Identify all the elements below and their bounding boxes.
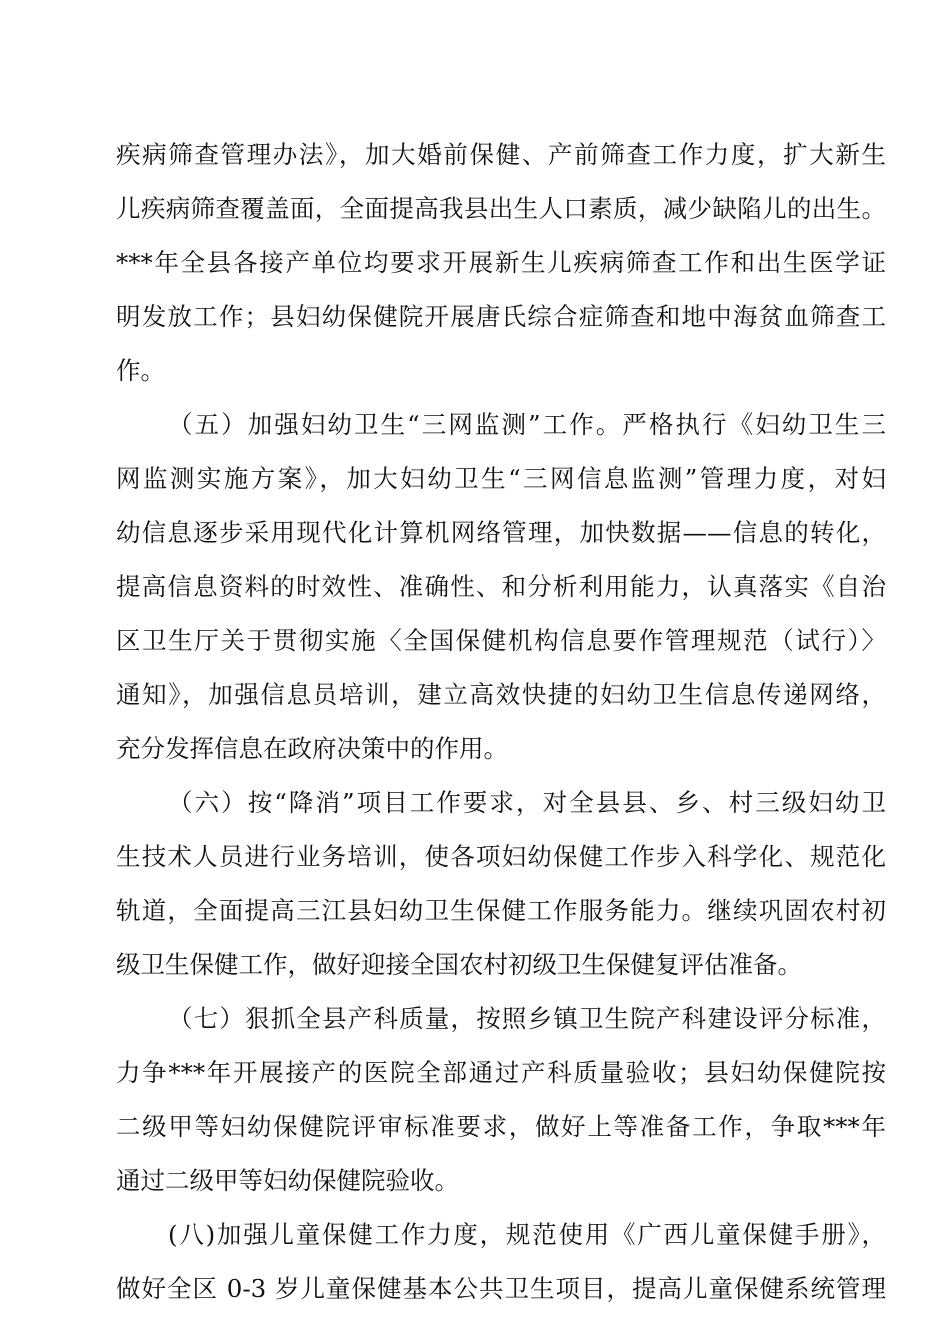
text-line: 网监测实施方案》，加大妇幼卫生“三网信息监测”管理力度，对妇 [116, 464, 886, 493]
text-line: 通知》，加强信息员培训，建立高效快捷的妇幼卫生信息传递网络， [116, 680, 886, 709]
text-line: 做好全区 0-3 岁儿童保健基本公共卫生项目，提高儿童保健系统管理 [116, 1274, 886, 1303]
paragraph-first-line: （五）加强妇幼卫生“三网监测”工作。严格执行《妇幼卫生三 [168, 410, 886, 439]
text-line: 作。 [116, 356, 165, 385]
paragraph-first-line: （六）按“降消”项目工作要求，对全县县、乡、村三级妇幼卫 [168, 788, 886, 817]
text-line: 二级甲等妇幼保健院评审标准要求，做好上等准备工作，争取***年 [116, 1112, 886, 1141]
text-line: 提高信息资料的时效性、准确性、和分析利用能力，认真落实《自治 [116, 572, 886, 601]
text-line: 幼信息逐步采用现代化计算机网络管理，加快数据——信息的转化， [116, 518, 886, 547]
text-line: 区卫生厅关于贯彻实施〈全国保健机构信息要作管理规范（试行）〉 [116, 626, 886, 655]
text-line: 力争***年开展接产的医院全部通过产科质量验收；县妇幼保健院按 [116, 1058, 886, 1087]
document-body [116, 128, 886, 1316]
text-line: 儿疾病筛查覆盖面，全面提高我县出生人口素质，减少缺陷儿的出生。 [116, 194, 886, 223]
text-line: 轨道，全面提高三江县妇幼卫生保健工作服务能力。继续巩固农村初 [116, 896, 886, 925]
text-line: 通过二级甲等妇幼保健院验收。 [116, 1166, 459, 1195]
text-line: 明发放工作；县妇幼保健院开展唐氏综合症筛查和地中海贫血筛查工 [116, 302, 886, 331]
text-line: 充分发挥信息在政府决策中的作用。 [116, 734, 508, 763]
text-line: 生技术人员进行业务培训，使各项妇幼保健工作步入科学化、规范化 [116, 842, 886, 871]
text-line: 级卫生保健工作，做好迎接全国农村初级卫生保健复评估准备。 [116, 950, 802, 979]
text-line: ***年全县各接产单位均要求开展新生儿疾病筛查工作和出生医学证 [116, 248, 886, 277]
paragraph-first-line: (八)加强儿童保健工作力度，规范使用《广西儿童保健手册》， [168, 1220, 886, 1249]
paragraph-first-line: （七）狠抓全县产科质量，按照乡镇卫生院产科建设评分标准， [168, 1004, 886, 1033]
text-line: 疾病筛查管理办法》，加大婚前保健、产前筛查工作力度，扩大新生 [116, 140, 886, 169]
